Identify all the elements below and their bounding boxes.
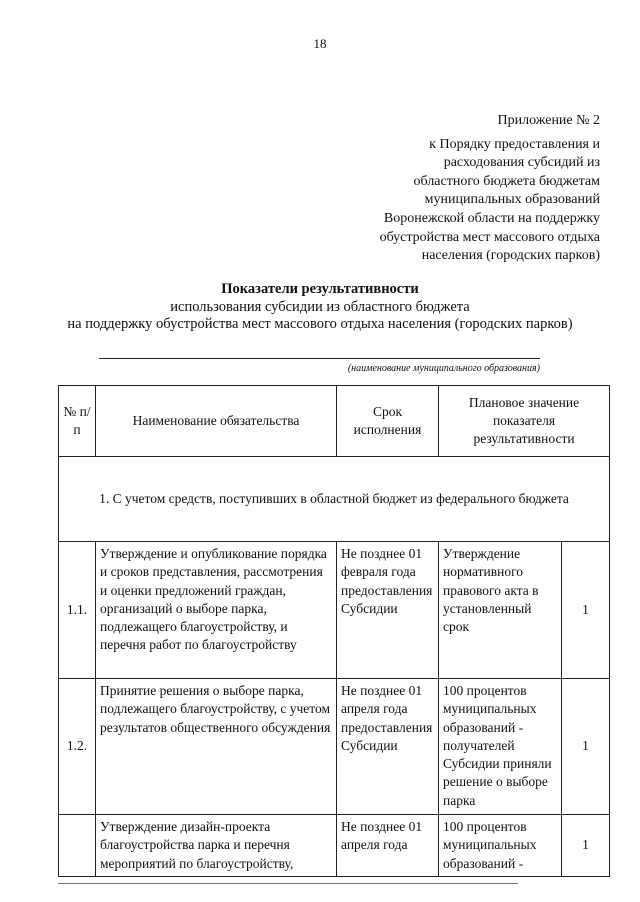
municipality-label: (наименование муниципального образования) bbox=[347, 363, 540, 374]
row-value: 1 bbox=[562, 542, 610, 679]
row-value: 1 bbox=[562, 679, 610, 815]
row-indicator: 100 процентов муниципальных образований - bbox=[439, 815, 562, 877]
table-row bbox=[59, 815, 610, 877]
section-title: 1. С учетом средств, поступивших в областной бюджет из федерального бюджета bbox=[59, 457, 610, 542]
header-term: Срок исполнения bbox=[337, 386, 439, 457]
table-row bbox=[59, 542, 610, 679]
row-name: Принятие решения о выборе парка, подлежащего благоустройству, с учетом результатов общественного обсуждения bbox=[96, 679, 337, 815]
table-header-row bbox=[59, 386, 610, 457]
appendix-line: Воронежской области на поддержку bbox=[383, 210, 600, 226]
row-name: Утверждение дизайн-проекта благоустройства парка и перечня мероприятий по благоустройству, bbox=[96, 815, 337, 877]
row-num: 1.1. bbox=[59, 542, 96, 679]
appendix-line: населения (городских парков) bbox=[421, 248, 600, 264]
municipality-underline bbox=[99, 358, 540, 359]
row-indicator: Утверждение нормативного правового акта в установленный срок bbox=[439, 542, 562, 679]
heading-line: использования субсидии из областного бюджета bbox=[170, 298, 470, 315]
row-indicator: 100 процентов муниципальных образований - получателей Субсидии приняли решение о выборе парка bbox=[439, 679, 562, 815]
row-term: Не позднее 01 февраля года предоставления Субсидии bbox=[337, 542, 439, 679]
header-num: № п/п bbox=[59, 386, 96, 457]
appendix-block bbox=[340, 112, 600, 266]
page-bottom-edge bbox=[58, 883, 518, 884]
appendix-line: расходования субсидий из bbox=[443, 155, 600, 171]
document-heading bbox=[0, 281, 640, 334]
appendix-line: областного бюджета бюджетам bbox=[413, 173, 600, 189]
row-term: Не позднее 01 апреля года bbox=[337, 815, 439, 877]
row-value: 1 bbox=[562, 815, 610, 877]
row-term: Не позднее 01 апреля года предоставления Субсидии bbox=[337, 679, 439, 815]
indicators-table bbox=[58, 385, 610, 877]
header-plan: Плановое значение показателя результативности bbox=[439, 386, 610, 457]
row-num: 1.2. bbox=[59, 679, 96, 815]
row-name: Утверждение и опубликование порядка и сроков представления, рассмотрения и оценки предложений граждан, организаций о выборе парка, подлежащего благоустройству, и перечня работ по благоустройству bbox=[96, 542, 337, 679]
heading-line: на поддержку обустройства мест массового отдыха населения (городских парков) bbox=[67, 316, 573, 332]
row-num bbox=[59, 815, 96, 877]
appendix-line: обустройства мест массового отдыха bbox=[379, 229, 600, 245]
page-number: 18 bbox=[313, 36, 327, 51]
table-row bbox=[59, 679, 610, 815]
appendix-title: Приложение № 2 bbox=[497, 113, 600, 128]
section-row bbox=[59, 457, 610, 542]
appendix-line: муниципальных образований bbox=[424, 192, 600, 208]
heading-title: Показатели результативности bbox=[221, 281, 419, 297]
appendix-line: к Порядку предоставления и bbox=[429, 136, 600, 152]
header-name: Наименование обязательства bbox=[96, 386, 337, 457]
